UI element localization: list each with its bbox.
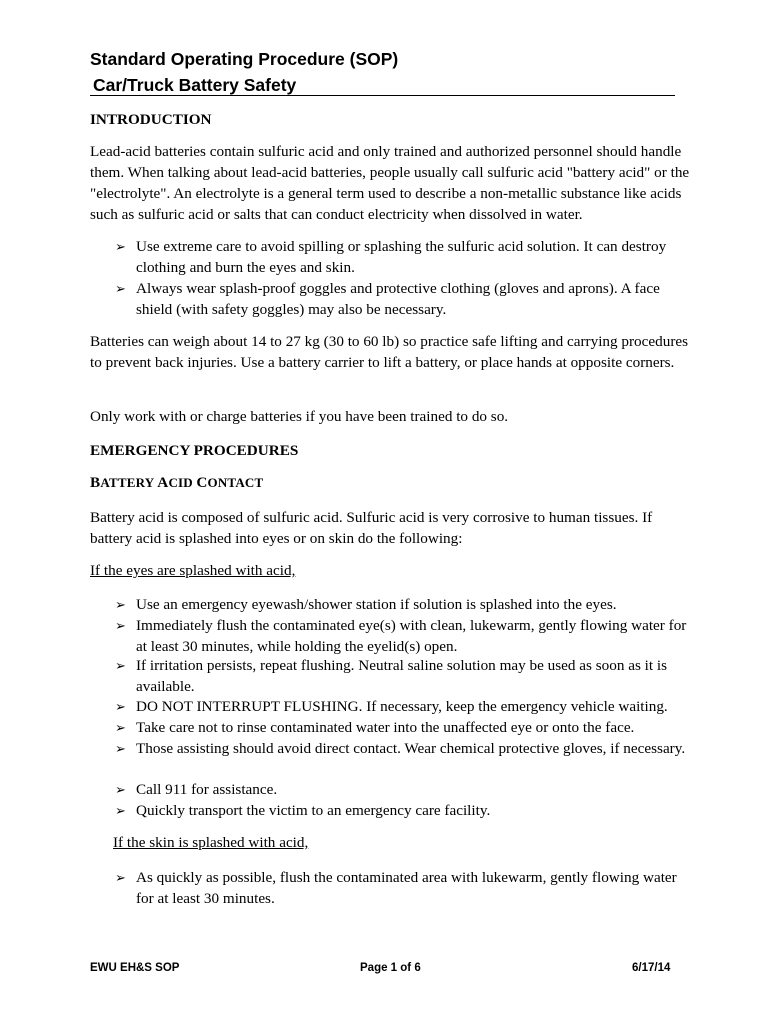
- list-item-text: Take care not to rinse contaminated water into the unaffected eye or onto the face.: [136, 719, 635, 736]
- list-item-text: Immediately flush the contaminated eye(s) with clean, lukewarm, gently flowing water for at least 30 minutes, while holding the eyelid(s) open.: [136, 617, 687, 655]
- list-item: [115, 738, 690, 759]
- skin-heading: If the skin is splashed with acid,: [113, 834, 309, 851]
- list-item-text: Always wear splash-proof goggles and protective clothing (gloves and aprons). A face shield (with safety goggles) may also be necessary.: [136, 280, 660, 318]
- footer-date: 6/17/14: [632, 962, 671, 974]
- list-item: [115, 594, 690, 615]
- list-item-text: Use an emergency eyewash/shower station if solution is splashed into the eyes.: [136, 596, 617, 613]
- list-item: [115, 779, 690, 800]
- weight-paragraph: Batteries can weigh about 14 to 27 kg (30 to 60 lb) so practice safe lifting and carrying procedures to prevent back injuries. Use a battery carrier to lift a battery, or place hands at opposite corners.: [90, 333, 689, 371]
- list-item-text: Use extreme care to avoid spilling or splashing the sulfuric acid solution. It can destroy clothing and burn the eyes and skin.: [136, 238, 667, 276]
- title-underline: [90, 95, 675, 96]
- list-item-text: Call 911 for assistance.: [136, 781, 278, 798]
- document-subtitle: Car/Truck Battery Safety: [93, 75, 297, 95]
- footer-page-number: Page 1 of 6: [360, 962, 421, 974]
- list-item-text: Those assisting should avoid direct contact. Wear chemical protective gloves, if necessary.: [136, 740, 686, 757]
- list-item-text: Quickly transport the victim to an emergency care facility.: [136, 802, 491, 819]
- bullet-arrow-icon: ➢: [115, 870, 126, 885]
- emergency-heading: EMERGENCY PROCEDURES: [90, 442, 299, 459]
- bullet-arrow-icon: ➢: [115, 699, 126, 714]
- list-item-text: If irritation persists, repeat flushing. Neutral saline solution may be used as soon as it is available.: [136, 657, 668, 695]
- bullet-arrow-icon: ➢: [115, 618, 126, 633]
- introduction-heading: INTRODUCTION: [90, 111, 212, 128]
- training-paragraph: Only work with or charge batteries if you have been trained to do so.: [90, 408, 509, 425]
- list-item-text: As quickly as possible, flush the contaminated area with lukewarm, gently flowing water for at least 30 minutes.: [136, 869, 677, 907]
- list-item: [115, 655, 690, 697]
- bullet-arrow-icon: ➢: [115, 239, 126, 254]
- list-item: [115, 800, 690, 821]
- list-item: [115, 717, 690, 738]
- bullet-arrow-icon: ➢: [115, 658, 126, 673]
- list-item: [115, 696, 690, 717]
- list-item: [115, 867, 690, 909]
- list-item: [115, 236, 690, 278]
- footer-left: EWU EH&S SOP: [90, 962, 180, 974]
- battery-acid-contact-subheading: BATTERY ACID CONTACT: [90, 474, 264, 491]
- bullet-arrow-icon: ➢: [115, 782, 126, 797]
- list-item: [115, 615, 690, 657]
- acid-paragraph: Battery acid is composed of sulfuric acid. Sulfuric acid is very corrosive to human tissues. If battery acid is splashed into eyes or on skin do the following:: [90, 509, 653, 547]
- bullet-arrow-icon: ➢: [115, 803, 126, 818]
- list-item: [115, 278, 690, 320]
- document-title: Standard Operating Procedure (SOP): [90, 49, 399, 69]
- intro-paragraph: Lead-acid batteries contain sulfuric acid and only trained and authorized personnel should handle them. When talking about lead-acid batteries, people usually call sulfuric acid "battery acid" or the "electrolyte". An electrolyte is a general term used to describe a non-metallic substance like acids such as sulfuric acid or salts that can conduct electricity when dissolved in water.: [90, 143, 690, 223]
- bullet-arrow-icon: ➢: [115, 597, 126, 612]
- bullet-arrow-icon: ➢: [115, 741, 126, 756]
- bullet-arrow-icon: ➢: [115, 720, 126, 735]
- list-item-text: DO NOT INTERRUPT FLUSHING. If necessary, keep the emergency vehicle waiting.: [136, 698, 668, 715]
- bullet-arrow-icon: ➢: [115, 281, 126, 296]
- eyes-heading: If the eyes are splashed with acid,: [90, 562, 296, 579]
